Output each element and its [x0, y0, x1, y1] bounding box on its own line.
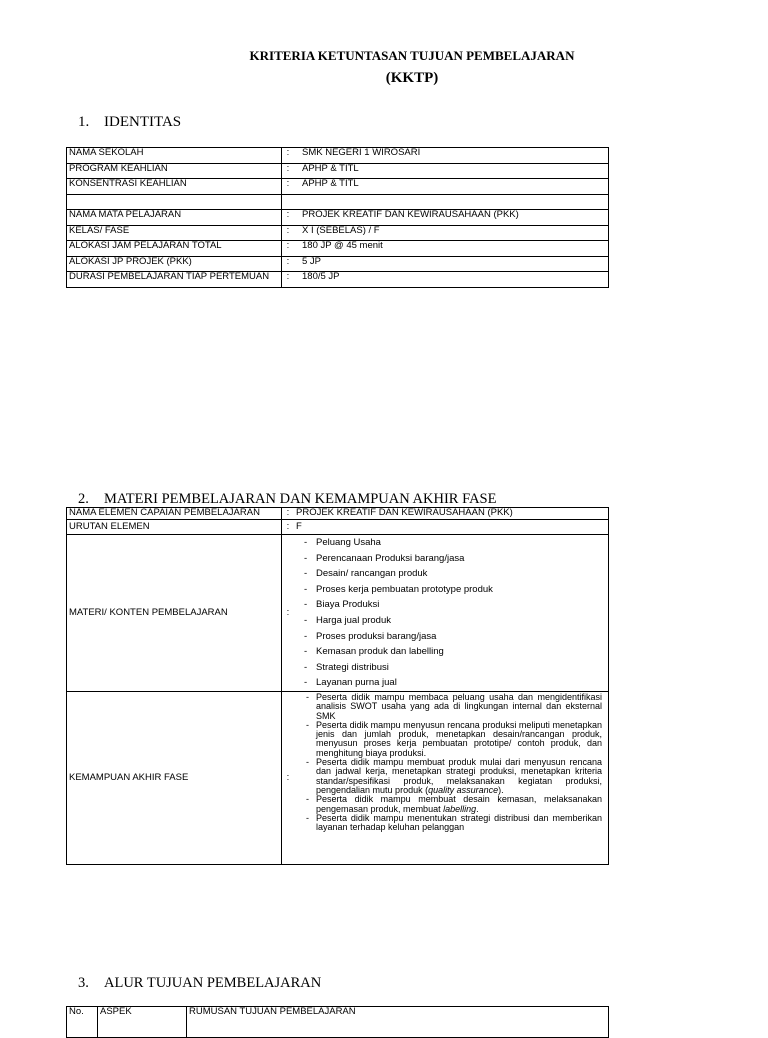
kemampuan-item	[304, 814, 602, 833]
kemampuan-colon: :	[282, 692, 295, 865]
kemampuan-item	[304, 721, 602, 758]
kemampuan-text-end: .	[476, 803, 479, 814]
elemen-value: PROJEK KREATIF DAN KEWIRAUSAHAAN (PKK)	[294, 508, 609, 520]
urutan-colon: :	[282, 520, 295, 535]
materi-item: - Strategi distribusi	[302, 660, 606, 676]
section1-number: 1.	[78, 114, 90, 130]
identity-label: KELAS/ FASE	[67, 225, 282, 241]
table-row	[67, 256, 609, 272]
header-rumusan: RUMUSAN TUJUAN PEMBELAJARAN	[187, 1007, 609, 1038]
identity-value: 180 JP @ 45 menit	[294, 241, 609, 257]
identity-label	[67, 194, 282, 210]
kemampuan-text: Peserta didik mampu membuat produk mulai dari menyusun rencana dan jadwal kerja, menetapkan strategi produksi, menetapkan kriteria standar/spesifikasi produk, melaksanakan kegiatan produksi, pengendalian mutu produk (	[316, 757, 602, 795]
identity-label: ALOKASI JP PROJEK (PKK)	[67, 256, 282, 272]
identity-colon: :	[282, 225, 295, 241]
materi-item: - Desain/ rancangan produk	[302, 566, 606, 582]
urutan-value: F	[294, 520, 609, 535]
identity-table	[66, 147, 609, 288]
table-row	[67, 692, 609, 865]
document-title: KRITERIA KETUNTASAN TUJUAN PEMBELAJARAN	[249, 48, 575, 63]
identity-value	[294, 194, 609, 210]
identity-colon: :	[282, 163, 295, 179]
section2-heading	[78, 491, 496, 508]
table-row	[67, 1007, 609, 1038]
elemen-colon: :	[282, 508, 295, 520]
table-row	[67, 520, 609, 535]
table-row	[67, 163, 609, 179]
table-row	[67, 194, 609, 210]
kemampuan-list-cell	[294, 692, 609, 865]
identity-label: ALOKASI JAM PELAJARAN TOTAL	[67, 241, 282, 257]
identity-colon: :	[282, 179, 295, 195]
materi-item: - Proses kerja pembuatan prototype produk	[302, 582, 606, 598]
materi-list	[296, 535, 606, 691]
identity-colon	[282, 194, 295, 210]
identity-value: 5 JP	[294, 256, 609, 272]
section1-title: IDENTITAS	[104, 114, 182, 130]
identity-colon: :	[282, 210, 295, 226]
materi-item: - Peluang Usaha	[302, 535, 606, 551]
identity-value: PROJEK KREATIF DAN KEWIRAUSAHAAN (PKK)	[294, 210, 609, 226]
table-row	[67, 508, 609, 520]
section2-title: MATERI PEMBELAJARAN DAN KEMAMPUAN AKHIR FASE	[104, 491, 497, 507]
identity-colon: :	[282, 148, 295, 164]
materi-item: - Perencanaan Produksi barang/jasa	[302, 551, 606, 567]
header-no: No.	[67, 1007, 98, 1038]
identity-label: KONSENTRASI KEAHLIAN	[67, 179, 282, 195]
kemampuan-text-end: ).	[498, 784, 504, 795]
urutan-label: URUTAN ELEMEN	[67, 520, 282, 535]
identity-value: APHP & TITL	[294, 179, 609, 195]
kemampuan-item	[304, 693, 602, 721]
identity-colon: :	[282, 272, 295, 288]
identity-label: PROGRAM KEAHLIAN	[67, 163, 282, 179]
kemampuan-text: Peserta didik mampu membuat desain kemasan, melaksanakan pengemasan produk, membuat	[316, 794, 602, 814]
table-row	[67, 272, 609, 288]
section2-number: 2.	[78, 491, 89, 507]
kemampuan-label: KEMAMPUAN AKHIR FASE	[67, 692, 282, 865]
identity-label: NAMA SEKOLAH	[67, 148, 282, 164]
identity-colon: :	[282, 241, 295, 257]
identity-label: NAMA MATA PELAJARAN	[67, 210, 282, 226]
materi-label: MATERI/ KONTEN PEMBELAJARAN	[67, 535, 282, 692]
materi-list-cell	[294, 535, 609, 692]
table-row	[67, 535, 609, 692]
kemampuan-list	[296, 693, 606, 832]
materi-colon: :	[282, 535, 295, 692]
identity-value: X I (SEBELAS) / F	[294, 225, 609, 241]
identity-label: DURASI PEMBELAJARAN TIAP PERTEMUAN	[67, 272, 282, 288]
kemampuan-text: Peserta didik mampu menentukan strategi distribusi dan memberikan layanan terhadap keluhan pelanggan	[316, 812, 602, 833]
materi-item: - Harga jual produk	[302, 613, 606, 629]
table-row	[67, 241, 609, 257]
table-row	[67, 148, 609, 164]
materi-item: - Kemasan produk dan labelling	[302, 644, 606, 660]
materi-item: - Biaya Produksi	[302, 597, 606, 613]
table-row	[67, 179, 609, 195]
kemampuan-text: Peserta didik mampu menyusun rencana produksi meliputi menetapkan jenis dan jumlah produk, menetapkan desain/rancangan produk, menyusun proses kerja pembuatan prototipe/ contoh produk, dan menghitung biaya produksi.	[316, 719, 602, 758]
kemampuan-text: Peserta didik mampu membaca peluang usaha dan mengidentifikasi analisis SWOT usaha yang ada di lingkungan internal dan eksternal SMK	[316, 692, 602, 721]
identity-value: APHP & TITL	[294, 163, 609, 179]
section1-heading	[78, 114, 181, 131]
identity-value: SMK NEGERI 1 WIROSARI	[294, 148, 609, 164]
materi-table	[66, 507, 609, 865]
header-aspek: ASPEK	[98, 1007, 187, 1038]
identity-colon: :	[282, 256, 295, 272]
section3-heading	[78, 975, 321, 992]
alur-table	[66, 1006, 609, 1038]
identity-value: 180/5 JP	[294, 272, 609, 288]
materi-item: - Proses produksi barang/jasa	[302, 629, 606, 645]
kemampuan-item	[304, 795, 602, 814]
table-row	[67, 210, 609, 226]
section3-title: ALUR TUJUAN PEMBELAJARAN	[104, 975, 322, 991]
kemampuan-italic-term: quality assurance	[428, 784, 499, 795]
kemampuan-item	[304, 758, 602, 795]
kemampuan-italic-term: labelling	[443, 803, 477, 814]
elemen-label: NAMA ELEMEN CAPAIAN PEMBELAJARAN	[67, 508, 282, 520]
document-subtitle: (KKTP)	[385, 70, 439, 86]
section3-number: 3.	[78, 975, 89, 991]
table-row	[67, 225, 609, 241]
materi-item: - Layanan purna jual	[302, 675, 606, 691]
